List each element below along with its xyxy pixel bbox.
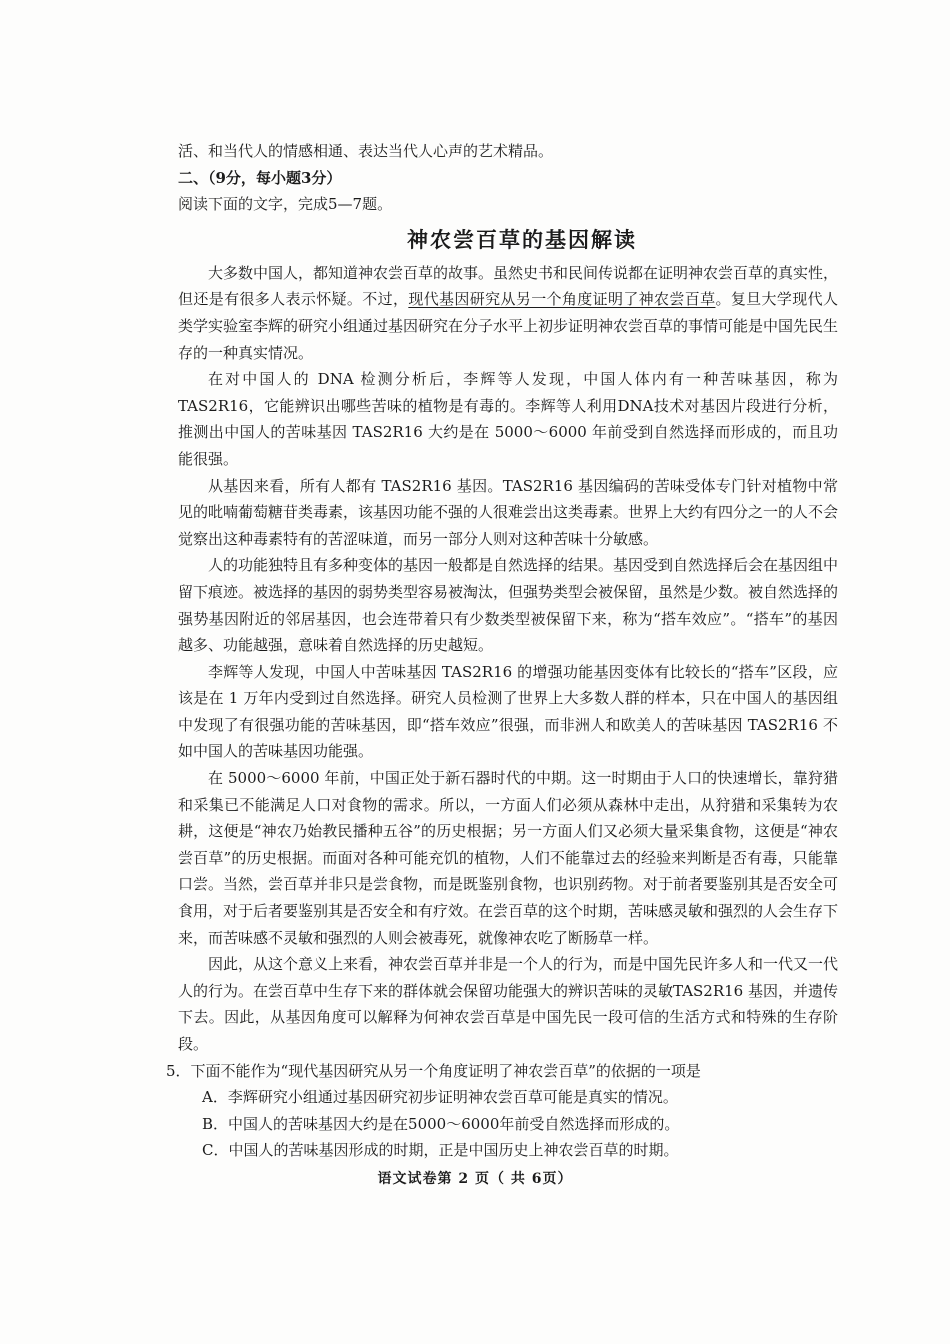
paragraph-1 [178, 260, 838, 366]
option-c: C．中国人的苦味基因形成的时期，正是中国历史上神农尝百草的时期。 [202, 1141, 679, 1160]
page-content [166, 138, 839, 1164]
option-a: A．李辉研究小组通过基因研究初步证明神农尝百草可能是真实的情况。 [202, 1088, 678, 1107]
paragraph-4: 人的功能独特且有多种变体的基因一般都是自然选择的结果。基因受到自然选择后会在基因组中留下痕迹。被选择的基因的弱势类型容易被淘汰，但强势类型会被保留，虽然是少数。被自然选择的强势基因附近的邻居基因，也会连带着只有少数类型被保留下来，称为“搭车效应”。“搭车”的基因越多、功能越强，意味着自然选择的历史越短。 [178, 556, 839, 655]
underlined-claim: 现代基因研究从另一个角度证明了神农尝百草 [408, 290, 716, 309]
page-footer: 语文试卷第 2 页（ 共 6页） [377, 1171, 573, 1187]
question-5 [166, 1058, 838, 1164]
article-title: 神农尝百草的基因解读 [407, 226, 637, 252]
paragraph-5: 李辉等人发现，中国人中苦味基因 TAS2R16 的增强功能基因变体有比较长的“搭车”区段，应该是在 1 万年内受到过自然选择。研究人员检测了世界上大多数人群的样本，只在中国人的基因组中发现了有很强功能的苦味基因，即“搭车效应”很强，而非洲人和欧美人的苦味基因 TAS2R16 不如中国人的苦味基因功能强。 [178, 662, 838, 761]
paragraph-3: 从基因来看，所有人都有 TAS2R16 基因。TAS2R16 基因编码的苦味受体专门针对植物中常见的吡喃葡萄糖苷类毒素，该基因功能不强的人很难尝出这类毒素。世界上大约有四分之一的人不会觉察出这种毒素特有的苦涩味道，而另一部分人则对这种苦味十分敏感。 [178, 476, 839, 548]
section-instruction: 阅读下面的文字，完成5—7题。 [178, 195, 393, 214]
paragraph-1-text-a: 大多数中国人，都知道神农尝百草的故事。虽然史书和民间传说都在证明神农尝百草的真实性，但还是有很多人表示怀疑。不过， [178, 263, 839, 309]
paragraph-2: 在对中国人的 DNA 检测分析后，李辉等人发现，中国人体内有一种苦味基因，称为TAS2R16，它能辨识出哪些苦味的植物是有毒的。李辉等人利用DNA技术对基因片段进行分析，推测出中国人的苦味基因 TAS2R16 大约是在 5000～6000 年前受到自然选择而形成的，而且功能很强。 [178, 370, 838, 468]
section-heading: 二、（9分，每小题3分） [178, 168, 342, 187]
question-stem: 5．下面不能作为“现代基因研究从另一个角度证明了神农尝百草”的依据的一项是 [166, 1061, 701, 1080]
paragraph-7: 因此，从这个意义上来看，神农尝百草并非是一个人的行为，而是中国先民许多人和一代又一代人的行为。在尝百草中生存下来的群体就会保留功能强大的辨识苦味的灵敏TAS2R16 基因，并遗传下去。因此，从基因角度可以解释为何神农尝百草是中国先民一段可信的生活方式和特殊的生存阶段。 [178, 955, 839, 1053]
article-body [178, 260, 838, 1058]
option-b: B．中国人的苦味基因大约是在5000～6000年前受自然选择而形成的。 [202, 1114, 680, 1133]
paragraph-6: 在 5000～6000 年前，中国正处于新石器时代的中期。这一时期由于人口的快速增长，靠狩猎和采集已不能满足人口对食物的需求。所以，一方面人们必须从森林中走出，从狩猎和采集转为农耕，这便是“神农乃始教民播种五谷”的历史根据；另一方面人们又必须大量采集食物，这便是“神农尝百草”的历史根据。而面对各种可能充饥的植物，人们不能靠过去的经验来判断是否有毒，只能靠口尝。当然，尝百草并非只是尝食物，而是既鉴别食物，也识别药物。对于前者要鉴别其是否安全可食用，对于后者要鉴别其是否安全和有疗效。在尝百草的这个时期，苦味感灵敏和强烈的人会生存下来，而苦味感不灵敏和强烈的人则会被毒死，就像神农吃了断肠草一样。 [178, 769, 839, 947]
paragraph-1-text-b: 。复旦大学现代人类学实验室李辉的研究小组通过基因研究在分子水平上初步证明神农尝百草的事情可能是中国先民生存的一种真实情况。 [178, 290, 839, 362]
previous-question-continuation: 活、和当代人的情感相通、表达当代人心声的艺术精品。 [178, 142, 554, 160]
